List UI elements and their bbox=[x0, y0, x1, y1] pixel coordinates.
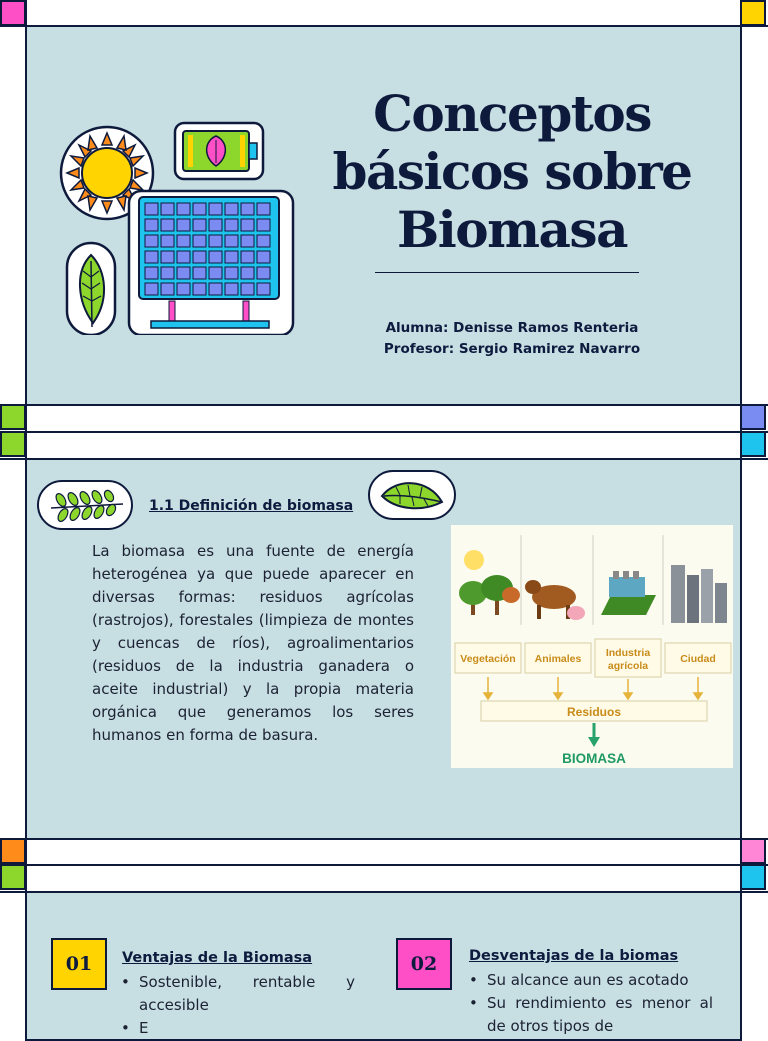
credits bbox=[317, 318, 707, 360]
list-item: • Su rendimiento es menor al de otros tipos de bbox=[465, 992, 713, 1038]
corner-square-periwinkle bbox=[740, 404, 766, 430]
corner-square-green bbox=[0, 404, 26, 430]
definition-slide bbox=[25, 458, 742, 840]
advantages-list bbox=[117, 971, 355, 1040]
leaf-icon bbox=[370, 472, 454, 518]
diagram-category: Industria bbox=[605, 647, 651, 659]
number-badge: 01 bbox=[51, 938, 107, 990]
corner-square-green bbox=[0, 864, 26, 890]
fern-icon bbox=[39, 482, 131, 528]
city-image bbox=[671, 565, 727, 623]
disadvantages-title: Desventajas de la biomas bbox=[469, 948, 679, 964]
list-item: • Sostenible, rentable y accesible bbox=[117, 971, 355, 1017]
corner-square-yellow bbox=[740, 0, 766, 26]
corner-square-cyan bbox=[740, 431, 766, 457]
industry-image bbox=[601, 571, 656, 615]
corner-square-orange bbox=[0, 838, 26, 864]
frame-line bbox=[0, 431, 768, 433]
student-name: Alumna: Denisse Ramos Renteria bbox=[385, 320, 639, 336]
fern-badge bbox=[37, 480, 133, 530]
diagram-category: Vegetación bbox=[460, 653, 516, 665]
title-divider bbox=[375, 272, 639, 273]
advantages-title: Ventajas de la Biomasa bbox=[122, 950, 313, 966]
corner-square-pink bbox=[0, 0, 26, 26]
solar-panel-icon bbox=[129, 191, 293, 335]
corner-square-pink bbox=[740, 838, 766, 864]
list-item: • E bbox=[117, 1017, 355, 1040]
title-line: básicos sobre bbox=[332, 142, 692, 201]
biomasa-label: BIOMASA bbox=[562, 751, 626, 766]
list-item: • Su alcance aun es acotado bbox=[465, 969, 713, 992]
diagram-category: agrícola bbox=[607, 660, 649, 672]
title-line: Biomasa bbox=[397, 200, 627, 259]
animals-image bbox=[525, 580, 585, 620]
battery-icon bbox=[175, 123, 263, 179]
disadvantages-list bbox=[465, 969, 713, 1038]
number-badge: 02 bbox=[396, 938, 452, 990]
trees-image bbox=[459, 575, 520, 615]
diagram-category: Ciudad bbox=[680, 653, 716, 665]
teacher-name: Profesor: Sergio Ramirez Navarro bbox=[383, 341, 641, 357]
corner-square-green bbox=[0, 431, 26, 457]
section-title: 1.1 Definición de biomasa bbox=[149, 498, 354, 514]
title-line: Conceptos bbox=[373, 84, 651, 143]
leaf-icon bbox=[67, 243, 115, 335]
leaf-badge bbox=[368, 470, 456, 520]
diagram-category: Animales bbox=[534, 653, 582, 665]
solar-energy-illustration bbox=[57, 115, 297, 335]
biomass-diagram bbox=[451, 525, 733, 768]
pros-cons-slide bbox=[25, 891, 742, 1041]
corner-square-cyan bbox=[740, 864, 766, 890]
frame-line bbox=[0, 864, 768, 866]
page-title bbox=[317, 85, 707, 259]
residuos-label: Residuos bbox=[566, 705, 622, 719]
title-slide bbox=[25, 25, 742, 406]
definition-text: La biomasa es una fuente de energía heterogénea ya que puede aparecer en diversas formas: residuos agrícolas (rastrojos), forestales (limpieza de montes y cuencas de ríos), agroalimentarios (residuos de la industria ganadera o aceite industrial) y la propia materia orgánica que generamos los seres humanos en forma de basura. bbox=[92, 542, 414, 744]
